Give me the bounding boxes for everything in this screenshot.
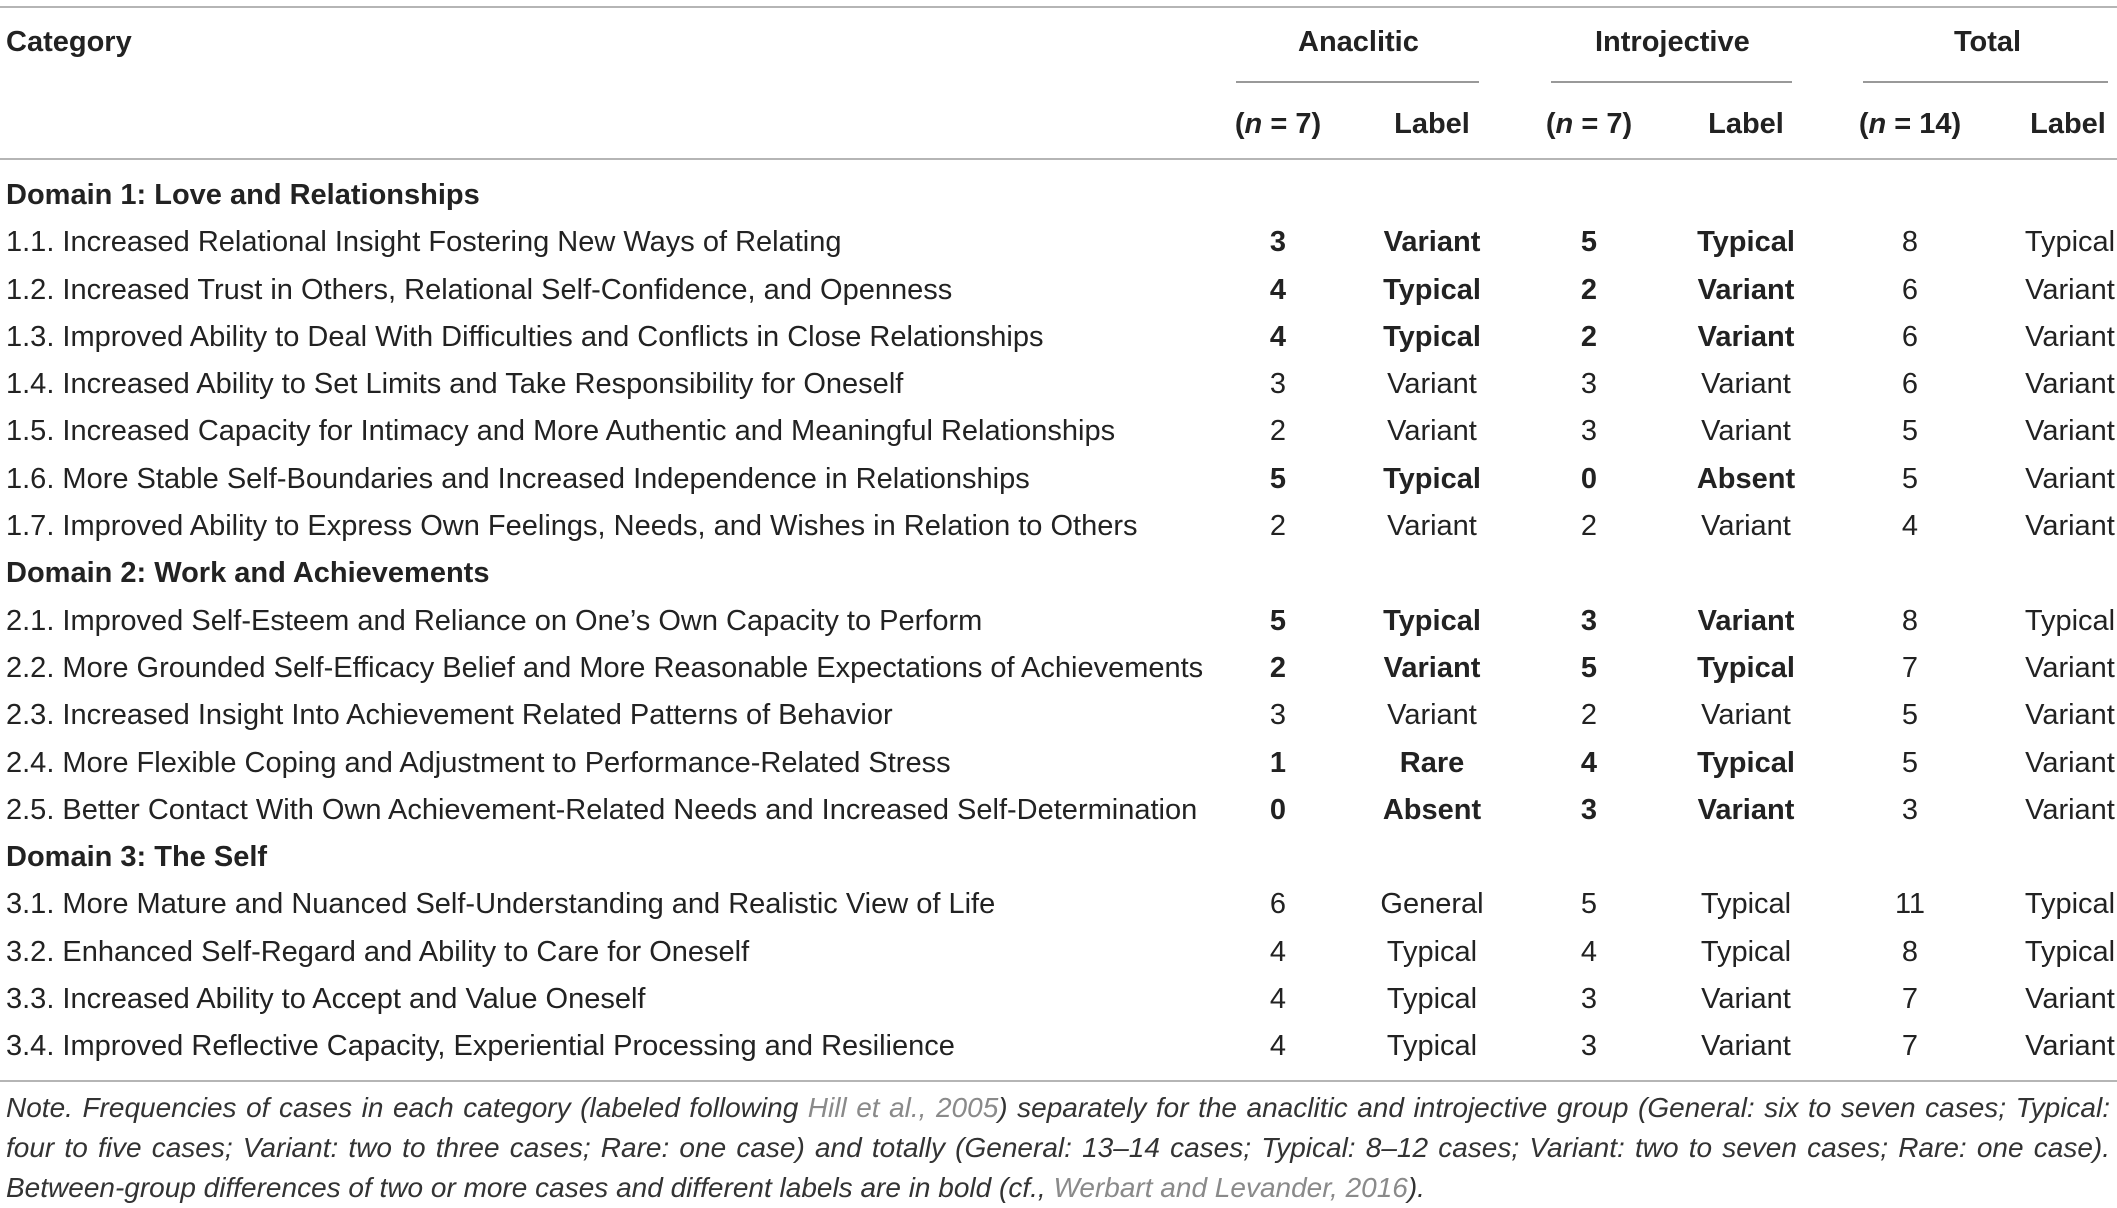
total-label-cell: Typical xyxy=(2024,226,2116,259)
domain-header-row xyxy=(0,550,2117,597)
header-introjective: Introjective xyxy=(1595,26,1750,58)
introjective-label-cell: Absent xyxy=(1696,462,1796,495)
category-cell: 1.5. Increased Capacity for Intimacy and More Authentic and Meaningful Relationships xyxy=(6,415,1116,448)
anaclitic-label-cell: Variant xyxy=(1383,651,1481,684)
table-row xyxy=(0,881,2117,928)
table-row xyxy=(0,692,2117,739)
total-n-cell: 5 xyxy=(1901,415,1919,448)
introjective-label-cell: Variant xyxy=(1701,983,1791,1016)
anaclitic-n-cell: 4 xyxy=(1269,320,1287,353)
category-cell: 1.4. Increased Ability to Set Limits and Take Responsibility for Oneself xyxy=(6,368,904,401)
anaclitic-n-cell: 0 xyxy=(1269,793,1287,826)
total-label-cell: Variant xyxy=(2025,415,2115,448)
anaclitic-label-cell: Absent xyxy=(1382,793,1482,826)
total-n-cell: 6 xyxy=(1901,273,1919,306)
table-row xyxy=(0,267,2117,314)
anaclitic-n-cell: 6 xyxy=(1269,888,1287,921)
total-label-cell: Variant xyxy=(2025,746,2115,779)
total-n-cell: 8 xyxy=(1901,604,1919,637)
anaclitic-n-cell: 5 xyxy=(1269,462,1287,495)
table-row xyxy=(0,787,2117,834)
introjective-label-cell: Variant xyxy=(1701,699,1791,732)
note-reference-werbart[interactable]: Werbart and Levander, 2016 xyxy=(1053,1172,1408,1203)
anaclitic-label-cell: Typical xyxy=(1383,462,1481,495)
introjective-n-cell: 3 xyxy=(1580,983,1598,1016)
category-cell: 2.5. Better Contact With Own Achievement-Related Needs and Increased Self-Determination xyxy=(6,793,1198,826)
category-cell: 2.1. Improved Self-Esteem and Reliance on One’s Own Capacity to Perform xyxy=(6,604,983,637)
total-label-cell: Typical xyxy=(2024,888,2116,921)
introjective-n-cell: 3 xyxy=(1580,1030,1598,1063)
anaclitic-n-cell: 4 xyxy=(1269,983,1287,1016)
table-row xyxy=(0,976,2117,1023)
table-row xyxy=(0,361,2117,408)
table-row xyxy=(0,598,2117,645)
total-n-cell: 7 xyxy=(1901,651,1919,684)
total-n-cell: 5 xyxy=(1901,462,1919,495)
total-label-cell: Variant xyxy=(2025,320,2115,353)
header-total: Total xyxy=(1954,26,2022,58)
anaclitic-label-cell: Variant xyxy=(1383,226,1481,259)
table-bottom-rule xyxy=(0,1080,2117,1082)
anaclitic-label-cell: Typical xyxy=(1383,320,1481,353)
table-row xyxy=(0,929,2117,976)
subheader-anaclitic-label: Label xyxy=(1394,108,1470,140)
domain-header-row xyxy=(0,172,2117,219)
anaclitic-n-cell: 5 xyxy=(1269,604,1287,637)
anaclitic-n-cell: 4 xyxy=(1269,273,1287,306)
introjective-n-cell: 5 xyxy=(1580,651,1598,684)
introjective-n-cell: 4 xyxy=(1580,746,1598,779)
introjective-n-cell: 2 xyxy=(1580,273,1598,306)
total-label-cell: Variant xyxy=(2025,1030,2115,1063)
category-cell: 2.3. Increased Insight Into Achievement Related Patterns of Behavior xyxy=(6,699,893,732)
domain-title: Domain 2: Work and Achievements xyxy=(6,557,490,590)
anaclitic-label-cell: Variant xyxy=(1387,415,1477,448)
total-n-cell: 4 xyxy=(1901,510,1919,543)
table-note xyxy=(6,1088,2110,1208)
subheader-total-n: (n = 14) xyxy=(1858,108,1962,140)
anaclitic-label-cell: Typical xyxy=(1386,935,1478,968)
total-label-cell: Variant xyxy=(2025,462,2115,495)
introjective-n-cell: 2 xyxy=(1580,320,1598,353)
introjective-n-cell: 0 xyxy=(1580,462,1598,495)
total-n-cell: 6 xyxy=(1901,368,1919,401)
introjective-label-cell: Variant xyxy=(1697,320,1795,353)
introjective-n-cell: 3 xyxy=(1580,415,1598,448)
total-n-cell: 8 xyxy=(1901,935,1919,968)
category-cell: 1.1. Increased Relational Insight Fostering New Ways of Relating xyxy=(6,226,842,259)
total-label-cell: Variant xyxy=(2025,510,2115,543)
domain-title: Domain 3: The Self xyxy=(6,841,268,874)
total-label-cell: Variant xyxy=(2025,273,2115,306)
anaclitic-n-cell: 4 xyxy=(1269,1030,1287,1063)
total-n-cell: 7 xyxy=(1901,1030,1919,1063)
introjective-group-rule xyxy=(1551,81,1792,83)
introjective-label-cell: Typical xyxy=(1697,746,1795,779)
introjective-n-cell: 4 xyxy=(1580,935,1598,968)
anaclitic-label-cell: Variant xyxy=(1387,699,1477,732)
table-row xyxy=(0,740,2117,787)
introjective-n-cell: 3 xyxy=(1580,604,1598,637)
total-label-cell: Variant xyxy=(2025,793,2115,826)
domain-header-row xyxy=(0,834,2117,881)
table-row xyxy=(0,314,2117,361)
total-label-cell: Variant xyxy=(2025,699,2115,732)
anaclitic-n-cell: 4 xyxy=(1269,935,1287,968)
anaclitic-label-cell: General xyxy=(1380,888,1484,921)
anaclitic-label-cell: Typical xyxy=(1383,273,1481,306)
anaclitic-n-cell: 1 xyxy=(1269,746,1287,779)
introjective-n-cell: 5 xyxy=(1580,888,1598,921)
category-cell: 3.4. Improved Reflective Capacity, Experiential Processing and Resilience xyxy=(6,1030,955,1063)
anaclitic-n-cell: 2 xyxy=(1269,651,1287,684)
introjective-n-cell: 3 xyxy=(1580,793,1598,826)
anaclitic-n-cell: 2 xyxy=(1269,415,1287,448)
category-cell: 2.2. More Grounded Self-Efficacy Belief and More Reasonable Expectations of Achievements xyxy=(6,651,1204,684)
anaclitic-label-cell: Typical xyxy=(1383,604,1481,637)
introjective-label-cell: Variant xyxy=(1697,604,1795,637)
introjective-label-cell: Variant xyxy=(1701,415,1791,448)
total-n-cell: 11 xyxy=(1894,888,1926,921)
category-cell: 3.3. Increased Ability to Accept and Value Oneself xyxy=(6,983,646,1016)
introjective-label-cell: Variant xyxy=(1701,1030,1791,1063)
table-row xyxy=(0,408,2117,455)
introjective-label-cell: Variant xyxy=(1701,510,1791,543)
header-category: Category xyxy=(6,26,132,58)
table-row xyxy=(0,1023,2117,1070)
anaclitic-label-cell: Rare xyxy=(1399,746,1465,779)
category-cell: 1.3. Improved Ability to Deal With Difficulties and Conflicts in Close Relationships xyxy=(6,320,1044,353)
anaclitic-n-cell: 3 xyxy=(1269,699,1287,732)
anaclitic-label-cell: Typical xyxy=(1386,1030,1478,1063)
introjective-n-cell: 2 xyxy=(1580,699,1598,732)
introjective-n-cell: 2 xyxy=(1580,510,1598,543)
introjective-n-cell: 5 xyxy=(1580,226,1598,259)
table-row xyxy=(0,645,2117,692)
total-label-cell: Variant xyxy=(2025,368,2115,401)
subheader-total-label: Label xyxy=(2030,108,2106,140)
subheader-anaclitic-n: (n = 7) xyxy=(1234,108,1322,140)
note-reference-hill[interactable]: Hill et al., 2005 xyxy=(807,1092,999,1123)
introjective-label-cell: Variant xyxy=(1701,368,1791,401)
total-label-cell: Typical xyxy=(2024,604,2116,637)
note-text: ). xyxy=(1407,1172,1425,1203)
introjective-label-cell: Variant xyxy=(1697,273,1795,306)
total-label-cell: Typical xyxy=(2024,935,2116,968)
total-n-cell: 6 xyxy=(1901,320,1919,353)
introjective-label-cell: Variant xyxy=(1697,793,1795,826)
introjective-label-cell: Typical xyxy=(1700,935,1792,968)
category-cell: 2.4. More Flexible Coping and Adjustment to Performance-Related Stress xyxy=(6,746,951,779)
total-n-cell: 8 xyxy=(1901,226,1919,259)
header-bottom-rule xyxy=(0,158,2117,160)
anaclitic-label-cell: Variant xyxy=(1387,510,1477,543)
table-body xyxy=(0,172,2117,1071)
category-cell: 1.6. More Stable Self-Boundaries and Increased Independence in Relationships xyxy=(6,462,1030,495)
anaclitic-group-rule xyxy=(1236,81,1479,83)
total-label-cell: Variant xyxy=(2025,651,2115,684)
category-cell: 1.2. Increased Trust in Others, Relational Self-Confidence, and Openness xyxy=(6,273,953,306)
anaclitic-label-cell: Typical xyxy=(1386,983,1478,1016)
table-row xyxy=(0,503,2117,550)
anaclitic-n-cell: 2 xyxy=(1269,510,1287,543)
total-n-cell: 3 xyxy=(1901,793,1919,826)
anaclitic-label-cell: Variant xyxy=(1387,368,1477,401)
subheader-introjective-n: (n = 7) xyxy=(1545,108,1633,140)
category-cell: 3.1. More Mature and Nuanced Self-Understanding and Realistic View of Life xyxy=(6,888,996,921)
table-row xyxy=(0,456,2117,503)
total-n-cell: 5 xyxy=(1901,746,1919,779)
total-label-cell: Variant xyxy=(2025,983,2115,1016)
total-n-cell: 5 xyxy=(1901,699,1919,732)
introjective-label-cell: Typical xyxy=(1697,651,1795,684)
note-text: Note. Frequencies of cases in each category (labeled following xyxy=(6,1092,808,1123)
header-anaclitic: Anaclitic xyxy=(1298,26,1419,58)
note-text: ) separately for the anaclitic and introjective group (General: six to seven cases; Typical: four to five cases; Variant: two to three cases; Rare: one case) and totally (General: 13–14 cases; Typical: 8–12 cases; Variant: two to seven cases; Rare: one case). Between-group differences of two or more cases and different labels are in bold (cf., xyxy=(6,1092,2110,1203)
introjective-label-cell: Typical xyxy=(1700,888,1792,921)
introjective-label-cell: Typical xyxy=(1697,226,1795,259)
table-row xyxy=(0,219,2117,266)
anaclitic-n-cell: 3 xyxy=(1269,368,1287,401)
anaclitic-n-cell: 3 xyxy=(1269,226,1287,259)
total-group-rule xyxy=(1863,81,2108,83)
table-top-rule xyxy=(0,6,2117,8)
subheader-introjective-label: Label xyxy=(1708,108,1784,140)
domain-title: Domain 1: Love and Relationships xyxy=(6,179,480,211)
category-cell: 1.7. Improved Ability to Express Own Feelings, Needs, and Wishes in Relation to Others xyxy=(6,510,1138,543)
introjective-n-cell: 3 xyxy=(1580,368,1598,401)
category-cell: 3.2. Enhanced Self-Regard and Ability to Care for Oneself xyxy=(6,935,750,968)
total-n-cell: 7 xyxy=(1901,983,1919,1016)
